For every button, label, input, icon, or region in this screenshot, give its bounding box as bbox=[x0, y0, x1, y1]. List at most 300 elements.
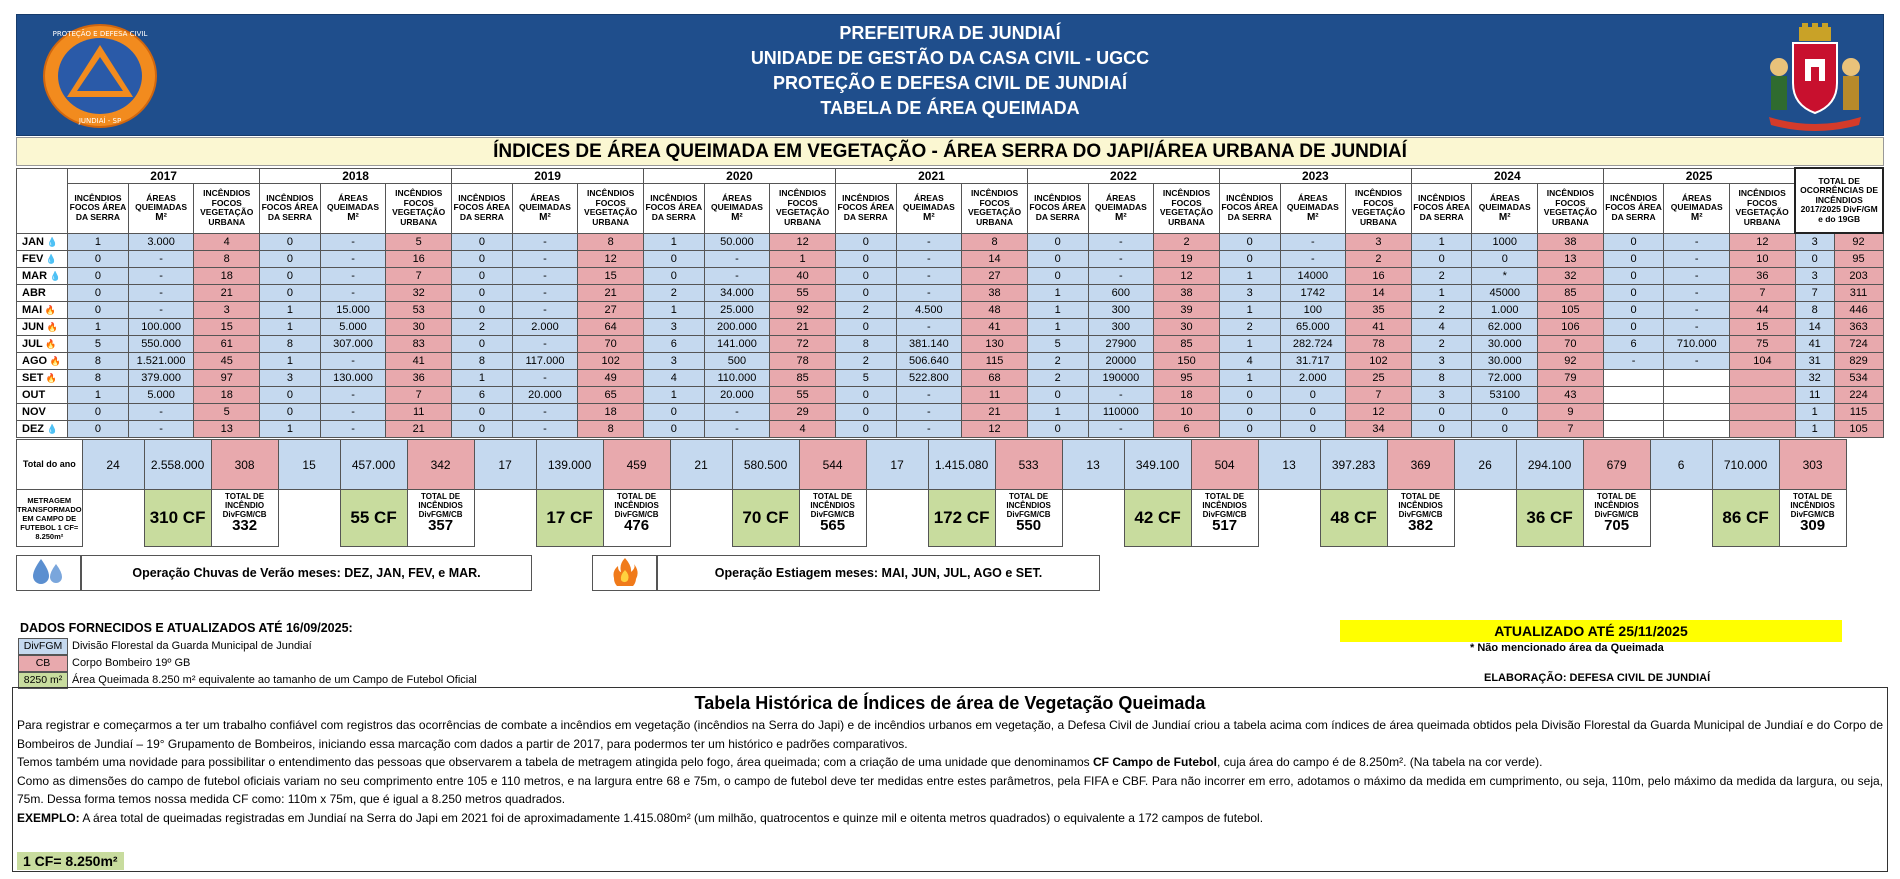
fires-urban-cell: 16 bbox=[1346, 267, 1412, 284]
fires-urban-cell: 38 bbox=[1154, 284, 1220, 301]
fires-urban-cell: 12 bbox=[578, 250, 644, 267]
fire-icon: 🔥 bbox=[43, 372, 58, 383]
fires-serra-cell: 0 bbox=[644, 250, 705, 267]
burned-area-cell: 100.000 bbox=[128, 318, 194, 335]
header-burned-area bbox=[1472, 183, 1538, 233]
fires-urban-cell: 35 bbox=[1346, 301, 1412, 318]
burned-area-cell: 110.000 bbox=[704, 369, 770, 386]
header-burned-area-label: ÁREAS QUEIMADAS bbox=[1670, 192, 1723, 213]
fires-serra-cell: 1 bbox=[260, 301, 321, 318]
header-burned-area bbox=[320, 183, 386, 233]
year-total-area: 2.558.000 bbox=[144, 440, 211, 490]
fires-urban-cell: 13 bbox=[1538, 250, 1604, 267]
month-label: FEV bbox=[22, 252, 44, 265]
burned-area-cell: - bbox=[1664, 233, 1730, 250]
corner-cell bbox=[17, 168, 68, 233]
fires-urban-cell: 32 bbox=[386, 284, 452, 301]
year-total-serra: 13 bbox=[1062, 440, 1124, 490]
year-total-area: 139.000 bbox=[536, 440, 603, 490]
month-cell bbox=[17, 352, 68, 369]
burned-area-cell: 600 bbox=[1088, 284, 1154, 301]
fires-serra-cell: 0 bbox=[452, 420, 513, 437]
fires-serra-cell: 0 bbox=[1219, 420, 1280, 437]
burned-area-cell: - bbox=[512, 369, 578, 386]
fires-serra-cell bbox=[1603, 386, 1664, 403]
burned-area-cell: 3.000 bbox=[128, 233, 194, 250]
emblem-text-top: PROTEÇÃO E DEFESA CIVIL bbox=[52, 30, 148, 38]
fires-serra-cell: 0 bbox=[835, 420, 896, 437]
burned-area-cell: 4.500 bbox=[896, 301, 962, 318]
header-fires-urban: INCÊNDIOS FOCOS VEGETAÇÃO URBANA bbox=[1730, 183, 1796, 233]
fires-urban-cell: 78 bbox=[1346, 335, 1412, 352]
total-fires-value: 476 bbox=[624, 517, 650, 534]
fires-serra-cell: 0 bbox=[1027, 233, 1088, 250]
fires-urban-cell: 95 bbox=[1154, 369, 1220, 386]
history-example-text: A área total de queimadas registradas em Jundiaí na Serra do Japi em 2021 foi de aproximadamente 1.415.080m² (um milhão, quatrocentos e quinze mil e oitenta metros quadrados) o equivalente a 172 campos de futebol. bbox=[79, 810, 1264, 825]
fires-serra-cell: 0 bbox=[644, 403, 705, 420]
year-total-urban: 369 bbox=[1387, 440, 1454, 490]
burned-area-cell: 506.640 bbox=[896, 352, 962, 369]
fires-urban-cell bbox=[1730, 369, 1796, 386]
fires-urban-cell: 85 bbox=[1538, 284, 1604, 301]
total-urban-cell: 829 bbox=[1834, 352, 1883, 369]
fires-urban-cell: 7 bbox=[386, 267, 452, 284]
fires-urban-cell: 3 bbox=[194, 301, 260, 318]
burned-area-table bbox=[16, 167, 1884, 438]
total-fires-value: 357 bbox=[428, 517, 454, 534]
fires-serra-cell: 3 bbox=[1219, 284, 1280, 301]
fires-urban-cell: 53 bbox=[386, 301, 452, 318]
history-paragraph-2 bbox=[17, 753, 1883, 772]
year-total-serra: 26 bbox=[1454, 440, 1516, 490]
total-fires-label: TOTAL DE INCÊNDIOS DivFGM/CB bbox=[1398, 492, 1443, 519]
month-label: MAI bbox=[22, 303, 43, 316]
header-m2-unit: M² bbox=[1498, 211, 1511, 223]
burned-area-cell: - bbox=[128, 403, 194, 420]
year-header: 2023 bbox=[1219, 168, 1411, 183]
burned-area-cell: 0 bbox=[1472, 403, 1538, 420]
fires-urban-cell: 12 bbox=[1730, 233, 1796, 250]
year-total-serra: 6 bbox=[1650, 440, 1712, 490]
header-fires-serra: INCÊNDIOS FOCOS ÁREA DA SERRA bbox=[644, 183, 705, 233]
month-label: SET bbox=[22, 371, 44, 384]
burned-area-cell: 14000 bbox=[1280, 267, 1346, 284]
year-total-serra: 17 bbox=[474, 440, 536, 490]
burned-area-cell: 190000 bbox=[1088, 369, 1154, 386]
cf-spacer bbox=[82, 490, 144, 547]
burned-area-cell: 30.000 bbox=[1472, 335, 1538, 352]
year-total-urban: 533 bbox=[995, 440, 1062, 490]
fires-serra-cell: 1 bbox=[644, 233, 705, 250]
burned-area-cell: - bbox=[1088, 250, 1154, 267]
burned-area-cell: - bbox=[896, 284, 962, 301]
fires-serra-cell: 0 bbox=[644, 267, 705, 284]
fires-serra-cell: 0 bbox=[260, 386, 321, 403]
legend-text: Área Queimada 8.250 m² equivalente ao tamanho de um Campo de Futebol Oficial bbox=[72, 674, 477, 686]
burned-area-cell: - bbox=[128, 250, 194, 267]
fires-serra-cell: 5 bbox=[1027, 335, 1088, 352]
burned-area-cell: 15.000 bbox=[320, 301, 386, 318]
fires-serra-cell: 0 bbox=[1603, 301, 1664, 318]
fires-serra-cell: 2 bbox=[835, 301, 896, 318]
fires-serra-cell: 1 bbox=[644, 386, 705, 403]
legend-text: Corpo Bombeiro 19º GB bbox=[72, 657, 191, 669]
fires-urban-cell: 48 bbox=[962, 301, 1028, 318]
fires-serra-cell: 1 bbox=[1027, 403, 1088, 420]
fires-serra-cell: 4 bbox=[644, 369, 705, 386]
fires-urban-cell: 21 bbox=[962, 403, 1028, 420]
fires-serra-cell: 0 bbox=[260, 267, 321, 284]
burned-area-cell: 1742 bbox=[1280, 284, 1346, 301]
burned-area-cell: - bbox=[704, 267, 770, 284]
header-fires-urban: INCÊNDIOS FOCOS VEGETAÇÃO URBANA bbox=[578, 183, 644, 233]
table-row bbox=[17, 284, 1884, 301]
fires-urban-cell: 79 bbox=[1538, 369, 1604, 386]
month-cell bbox=[17, 233, 68, 250]
header-fires-serra: INCÊNDIOS FOCOS ÁREA DA SERRA bbox=[260, 183, 321, 233]
burned-area-cell: - bbox=[1088, 386, 1154, 403]
header-fires-urban: INCÊNDIOS FOCOS VEGETAÇÃO URBANA bbox=[1538, 183, 1604, 233]
fires-urban-cell: 5 bbox=[194, 403, 260, 420]
fires-serra-cell: 0 bbox=[68, 284, 129, 301]
table-row bbox=[17, 267, 1884, 284]
header-m2-unit: M² bbox=[155, 211, 167, 223]
fires-serra-cell: 3 bbox=[1411, 386, 1472, 403]
header-fires-serra: INCÊNDIOS FOCOS ÁREA DA SERRA bbox=[68, 183, 129, 233]
burned-area-cell: 34.000 bbox=[704, 284, 770, 301]
fires-serra-cell: 1 bbox=[1219, 301, 1280, 318]
cf-spacer bbox=[278, 490, 340, 547]
header-m2-unit: M² bbox=[347, 211, 359, 223]
total-fires-cell bbox=[1779, 490, 1846, 547]
fires-serra-cell: 0 bbox=[1603, 284, 1664, 301]
total-serra-cell: 41 bbox=[1795, 335, 1834, 352]
total-fires-value: 517 bbox=[1212, 517, 1238, 534]
fires-urban-cell: 12 bbox=[770, 233, 836, 250]
fires-urban-cell: 2 bbox=[1346, 250, 1412, 267]
total-fires-value: 550 bbox=[1016, 517, 1042, 534]
fires-urban-cell: 68 bbox=[962, 369, 1028, 386]
total-urban-cell: 115 bbox=[1834, 403, 1883, 420]
burned-area-cell: - bbox=[320, 267, 386, 284]
fires-serra-cell: - bbox=[1603, 352, 1664, 369]
fires-serra-cell: 0 bbox=[452, 250, 513, 267]
history-example-label: EXEMPLO: bbox=[17, 810, 80, 825]
fires-serra-cell: 0 bbox=[260, 233, 321, 250]
total-fires-cell bbox=[211, 490, 278, 547]
burned-area-cell: 5.000 bbox=[128, 386, 194, 403]
football-field-count: 17 CF bbox=[536, 490, 603, 547]
header-m2-unit: M² bbox=[1690, 211, 1703, 223]
fires-urban-cell: 97 bbox=[194, 369, 260, 386]
fires-urban-cell bbox=[1730, 420, 1796, 437]
header-fires-urban: INCÊNDIOS FOCOS VEGETAÇÃO URBANA bbox=[1346, 183, 1412, 233]
fires-urban-cell: 55 bbox=[770, 386, 836, 403]
burned-area-cell: 50.000 bbox=[704, 233, 770, 250]
burned-area-cell: - bbox=[1664, 250, 1730, 267]
cf-spacer bbox=[1258, 490, 1320, 547]
burned-area-cell: 117.000 bbox=[512, 352, 578, 369]
header-m2-unit: M² bbox=[1306, 211, 1319, 223]
fires-urban-cell: 12 bbox=[1346, 403, 1412, 420]
burned-area-cell: 0 bbox=[1472, 420, 1538, 437]
burned-area-cell: 1.000 bbox=[1472, 301, 1538, 318]
fires-serra-cell: 2 bbox=[452, 318, 513, 335]
burned-area-cell: - bbox=[1664, 318, 1730, 335]
fires-urban-cell: 12 bbox=[962, 420, 1028, 437]
table-subtitle: ÍNDICES DE ÁREA QUEIMADA EM VEGETAÇÃO - ÁREA SERRA DO JAPI/ÁREA URBANA DE JUNDIAÍ bbox=[16, 137, 1884, 166]
fires-urban-cell: 64 bbox=[578, 318, 644, 335]
burned-area-cell: - bbox=[704, 250, 770, 267]
totals-table bbox=[16, 439, 1847, 547]
history-paragraph-1: Para registrar e começarmos a ter um trabalho confiável com registros das ocorrências de combate a incêndios em vegetação (incêndios na Serra do Japi) e de incêndios urbanos em vegetação, a Defesa Civil de Jundiaí criou a tabela acima com índices de área queimada obtidos pela Divisão Florestal da Guarda Municipal de Jundiaí e do Corpo de Bombeiros de Jundiaí – 19° Grupamento de Bombeiros, iniciando essa marcação com dados a partir de 2017, para podermos ter um histórico e padrões comparativos. bbox=[17, 718, 1883, 751]
total-fires-cell bbox=[1191, 490, 1258, 547]
fires-serra-cell: 0 bbox=[68, 267, 129, 284]
history-box bbox=[12, 687, 1888, 872]
fires-serra-cell: 8 bbox=[452, 352, 513, 369]
fires-urban-cell: 36 bbox=[386, 369, 452, 386]
fires-serra-cell: 2 bbox=[1411, 301, 1472, 318]
burned-area-cell: - bbox=[896, 318, 962, 335]
total-fires-value: 332 bbox=[232, 517, 258, 534]
rain-icon: 💧 bbox=[44, 423, 58, 434]
header-m2-unit: M² bbox=[539, 211, 551, 223]
fires-urban-cell: 92 bbox=[1538, 352, 1604, 369]
year-total-area: 294.100 bbox=[1516, 440, 1583, 490]
header-burned-area-label: ÁREAS QUEIMADAS bbox=[902, 192, 955, 213]
fires-serra-cell: 1 bbox=[68, 318, 129, 335]
history-paragraph-3: Como as dimensões do campo de futebol oficiais variam no seu comprimento entre 105 e 110 metros, e na largura entre 68 e 75m, o campo de futebol deve ter medidas entre estes parâmetros, pela FIFA e CBF. Para não incorrer em erro, adotamos o máximo da medida em cumprimento, ou seja, 110m, pelo máximo da medida da largura, ou seja, 75m. Dessa forma temos nossa medida CF como: 110m x 75m, que é igual a 8.250 metros quadrados. bbox=[17, 773, 1883, 806]
football-field-count: 36 CF bbox=[1516, 490, 1583, 547]
table-row bbox=[17, 318, 1884, 335]
fires-serra-cell: 0 bbox=[68, 403, 129, 420]
fires-serra-cell: 8 bbox=[1411, 369, 1472, 386]
fires-serra-cell: 1 bbox=[260, 352, 321, 369]
burned-area-cell: - bbox=[1280, 250, 1346, 267]
total-urban-cell: 203 bbox=[1834, 267, 1883, 284]
fires-serra-cell: 3 bbox=[260, 369, 321, 386]
burned-area-cell bbox=[1664, 420, 1730, 437]
fires-serra-cell: 1 bbox=[68, 233, 129, 250]
total-fires-cell bbox=[799, 490, 866, 547]
burned-area-cell: - bbox=[896, 403, 962, 420]
burned-area-cell: 31.717 bbox=[1280, 352, 1346, 369]
fires-serra-cell: 0 bbox=[452, 335, 513, 352]
fires-serra-cell: 1 bbox=[1027, 301, 1088, 318]
month-label: NOV bbox=[22, 405, 46, 418]
fires-urban-cell: 105 bbox=[1538, 301, 1604, 318]
burned-area-cell: 20.000 bbox=[512, 386, 578, 403]
year-header: 2022 bbox=[1027, 168, 1219, 183]
total-urban-cell: 446 bbox=[1834, 301, 1883, 318]
fires-serra-cell bbox=[1603, 420, 1664, 437]
year-total-serra: 21 bbox=[670, 440, 732, 490]
fires-serra-cell: 6 bbox=[1603, 335, 1664, 352]
burned-area-cell: - bbox=[320, 403, 386, 420]
month-label: DEZ bbox=[22, 422, 44, 435]
fires-urban-cell: 36 bbox=[1730, 267, 1796, 284]
fires-urban-cell: 70 bbox=[1538, 335, 1604, 352]
fires-serra-cell: 0 bbox=[68, 250, 129, 267]
burned-area-cell: 20.000 bbox=[704, 386, 770, 403]
operation-rain-label: Operação Chuvas de Verão meses: DEZ, JAN, FEV, e MAR. bbox=[81, 555, 532, 591]
fires-urban-cell: 11 bbox=[386, 403, 452, 420]
football-field-count: 86 CF bbox=[1712, 490, 1779, 547]
fires-urban-cell: 10 bbox=[1154, 403, 1220, 420]
total-fires-cell bbox=[603, 490, 670, 547]
jundiai-coat-of-arms-icon bbox=[1759, 21, 1871, 131]
burned-area-cell: 27900 bbox=[1088, 335, 1154, 352]
cf-spacer bbox=[1062, 490, 1124, 547]
year-total-area: 457.000 bbox=[340, 440, 407, 490]
month-label: JAN bbox=[22, 235, 45, 248]
fires-urban-cell: 3 bbox=[1346, 233, 1412, 250]
fires-urban-cell: 104 bbox=[1730, 352, 1796, 369]
fires-urban-cell bbox=[1730, 386, 1796, 403]
month-cell bbox=[17, 386, 68, 403]
fires-serra-cell: 3 bbox=[644, 318, 705, 335]
burned-area-cell: 53100 bbox=[1472, 386, 1538, 403]
operation-dry-label: Operação Estiagem meses: MAI, JUN, JUL, AGO e SET. bbox=[657, 555, 1100, 591]
fires-serra-cell: 1 bbox=[1219, 335, 1280, 352]
fires-urban-cell: 7 bbox=[1730, 284, 1796, 301]
fires-serra-cell: 0 bbox=[1603, 267, 1664, 284]
fires-urban-cell: 13 bbox=[194, 420, 260, 437]
header-fires-urban: INCÊNDIOS FOCOS VEGETAÇÃO URBANA bbox=[770, 183, 836, 233]
table-row bbox=[17, 352, 1884, 369]
history-paragraph-4 bbox=[17, 809, 1883, 828]
fires-urban-cell: 39 bbox=[1154, 301, 1220, 318]
fires-serra-cell: 0 bbox=[1219, 403, 1280, 420]
fires-serra-cell: 1 bbox=[452, 369, 513, 386]
fires-serra-cell: 6 bbox=[644, 335, 705, 352]
year-total-label: Total do ano bbox=[17, 440, 83, 490]
year-total-serra: 17 bbox=[866, 440, 928, 490]
burned-area-cell: - bbox=[896, 267, 962, 284]
fires-urban-cell: 45 bbox=[194, 352, 260, 369]
table-row bbox=[17, 420, 1884, 437]
month-label: MAR bbox=[22, 269, 48, 282]
table-row bbox=[17, 335, 1884, 352]
month-cell bbox=[17, 284, 68, 301]
burned-area-cell: 282.724 bbox=[1280, 335, 1346, 352]
burned-area-cell: 200.000 bbox=[704, 318, 770, 335]
total-serra-cell: 32 bbox=[1795, 369, 1834, 386]
fires-urban-cell: 83 bbox=[386, 335, 452, 352]
fires-urban-cell: 19 bbox=[1154, 250, 1220, 267]
fires-urban-cell: 4 bbox=[770, 420, 836, 437]
fires-urban-cell: 29 bbox=[770, 403, 836, 420]
burned-area-cell: 381.140 bbox=[896, 335, 962, 352]
total-urban-cell: 105 bbox=[1834, 420, 1883, 437]
header-line-1: PREFEITURA DE JUNDIAÍ bbox=[839, 23, 1061, 43]
total-urban-cell: 311 bbox=[1834, 284, 1883, 301]
month-label: JUN bbox=[22, 320, 45, 333]
burned-area-cell: - bbox=[320, 420, 386, 437]
total-fires-value: 382 bbox=[1408, 517, 1434, 534]
year-header: 2020 bbox=[644, 168, 836, 183]
year-total-serra: 15 bbox=[278, 440, 340, 490]
history-p2-text: Temos também uma novidade para possibilitar o entendimento das pessoas que observarem a tabela de metragem atingida pelo fogo, área queimada; com a criação de uma unidade que denominamos bbox=[17, 755, 1093, 769]
year-total-urban: 504 bbox=[1191, 440, 1258, 490]
fires-urban-cell: 10 bbox=[1730, 250, 1796, 267]
burned-area-cell: 2.000 bbox=[512, 318, 578, 335]
fires-urban-cell: 61 bbox=[194, 335, 260, 352]
burned-area-cell: 130.000 bbox=[320, 369, 386, 386]
header-fires-serra: INCÊNDIOS FOCOS ÁREA DA SERRA bbox=[452, 183, 513, 233]
header-burned-area-label: ÁREAS QUEIMADAS bbox=[327, 192, 379, 213]
total-fires-label: TOTAL DE INCÊNDIOS DivFGM/CB bbox=[1790, 492, 1835, 519]
fires-urban-cell: 8 bbox=[962, 233, 1028, 250]
fires-serra-cell: 0 bbox=[835, 318, 896, 335]
total-serra-cell: 0 bbox=[1795, 250, 1834, 267]
cf-spacer bbox=[474, 490, 536, 547]
fires-urban-cell: 30 bbox=[1154, 318, 1220, 335]
fires-serra-cell: 8 bbox=[835, 335, 896, 352]
year-total-urban: 459 bbox=[603, 440, 670, 490]
header-line-3: PROTEÇÃO E DEFESA CIVIL DE JUNDIAÍ bbox=[772, 73, 1128, 93]
burned-area-cell: 20000 bbox=[1088, 352, 1154, 369]
legend-key: 8250 m² bbox=[18, 672, 68, 689]
year-total-area: 349.100 bbox=[1124, 440, 1191, 490]
year-header: 2021 bbox=[835, 168, 1027, 183]
fires-urban-cell: 7 bbox=[1538, 420, 1604, 437]
burned-area-cell: 522.800 bbox=[896, 369, 962, 386]
year-total-area: 580.500 bbox=[732, 440, 799, 490]
total-serra-cell: 3 bbox=[1795, 267, 1834, 284]
fires-urban-cell: 9 bbox=[1538, 403, 1604, 420]
fires-urban-cell: 102 bbox=[1346, 352, 1412, 369]
burned-area-cell: 62.000 bbox=[1472, 318, 1538, 335]
fires-serra-cell: 0 bbox=[260, 403, 321, 420]
header-fires-urban: INCÊNDIOS FOCOS VEGETAÇÃO URBANA bbox=[962, 183, 1028, 233]
total-urban-cell: 534 bbox=[1834, 369, 1883, 386]
month-label: JUL bbox=[22, 337, 43, 350]
history-p2-tail: , cuja área do campo é de 8.250m². (Na tabela na cor verde). bbox=[1216, 755, 1543, 769]
fires-urban-cell: 7 bbox=[1346, 386, 1412, 403]
burned-area-cell: * bbox=[1472, 267, 1538, 284]
burned-area-cell: - bbox=[128, 284, 194, 301]
burned-area-cell: 0 bbox=[1280, 420, 1346, 437]
header-m2-unit: M² bbox=[1115, 211, 1127, 223]
year-total-urban: 303 bbox=[1779, 440, 1846, 490]
burned-area-cell: 65.000 bbox=[1280, 318, 1346, 335]
year-header: 2018 bbox=[260, 168, 452, 183]
not-mentioned-note: * Não mencionado área da Queimada bbox=[1470, 642, 1664, 654]
table-row bbox=[17, 386, 1884, 403]
burned-area-cell: 2.000 bbox=[1280, 369, 1346, 386]
burned-area-cell: 0 bbox=[1280, 403, 1346, 420]
header-line-2: UNIDADE DE GESTÃO DA CASA CIVIL - UGCC bbox=[750, 48, 1150, 68]
fires-urban-cell: 41 bbox=[386, 352, 452, 369]
total-serra-cell: 1 bbox=[1795, 420, 1834, 437]
burned-area-cell: - bbox=[512, 284, 578, 301]
burned-area-cell: 45000 bbox=[1472, 284, 1538, 301]
fires-serra-cell: 1 bbox=[1411, 233, 1472, 250]
burned-area-cell: - bbox=[896, 386, 962, 403]
fires-serra-cell: 0 bbox=[452, 301, 513, 318]
football-field-count: 172 CF bbox=[928, 490, 995, 547]
header-burned-area bbox=[1088, 183, 1154, 233]
fires-serra-cell: 0 bbox=[452, 233, 513, 250]
fires-urban-cell: 8 bbox=[578, 233, 644, 250]
fires-serra-cell: 1 bbox=[260, 420, 321, 437]
fires-serra-cell: 8 bbox=[68, 352, 129, 369]
fires-urban-cell: 75 bbox=[1730, 335, 1796, 352]
total-serra-cell: 1 bbox=[1795, 403, 1834, 420]
table-row bbox=[17, 250, 1884, 267]
total-fires-label: TOTAL DE INCÊNDIOS DivFGM/CB bbox=[614, 492, 659, 519]
